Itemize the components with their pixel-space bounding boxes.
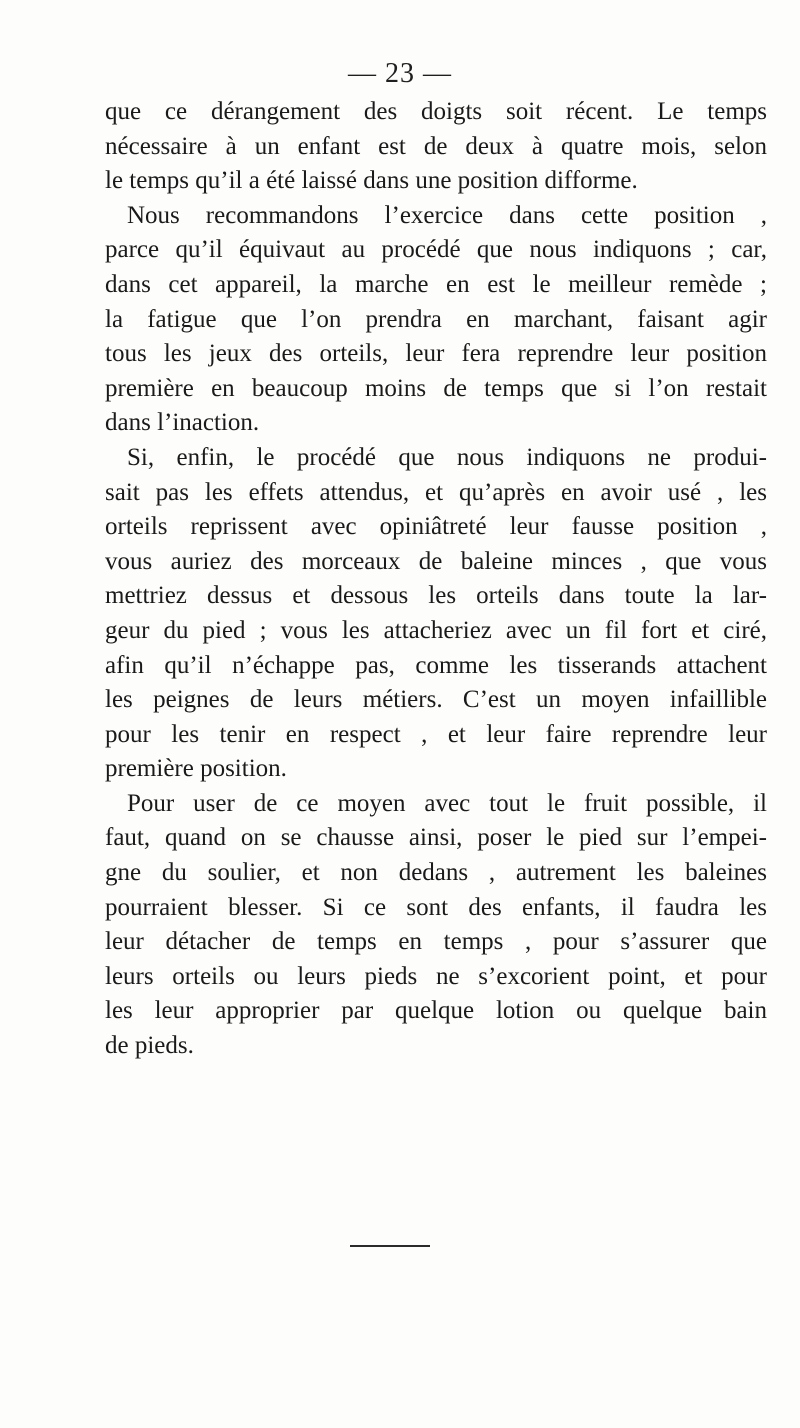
text-line: que ce dérangement des doigts soit récent. Le temps [105,98,767,125]
text-line: la fatigue que l’on prendra en marchant, faisant agir [105,305,767,333]
text-line: première en beaucoup moins de temps que si l’on restait [105,374,767,402]
text-line: nécessaire à un enfant est de deux à quatre mois, selon [105,132,767,160]
text-line: pour les tenir en respect , et leur faire reprendre leur [105,720,767,748]
text-line: dans cet appareil, la marche en est le meilleur remède ; [105,270,767,298]
text-line: Si, enfin, le procédé que nous indiquons ne produi- [127,443,767,471]
text-line: afin qu’il n’échappe pas, comme les tisserands attachent [105,651,767,679]
text-line: dans l’inaction. [105,409,260,437]
body-text [105,95,767,1064]
text-line: de pieds. [105,1032,194,1060]
text-line: vous auriez des morceaux de baleine minces , que vous [105,547,767,575]
text-line: parce qu’il équivaut au procédé que nous indiquons ; car, [105,236,767,264]
text-line: orteils reprissent avec opiniâtreté leur fausse position , [105,513,767,541]
text-line: leur détacher de temps en temps , pour s’assurer que [105,928,767,956]
text-line: sait pas les effets attendus, et qu’après en avoir usé , les [105,478,767,506]
page-number: — 23 — [348,58,452,89]
text-line: Pour user de ce moyen avec tout le fruit possible, il [127,789,767,817]
text-line: geur du pied ; vous les attacheriez avec un fil fort et ciré, [105,616,767,644]
text-line: Nous recommandons l’exercice dans cette position , [127,201,767,229]
text-line: mettriez dessus et dessous les orteils dans toute la lar- [105,582,767,610]
text-line: pourraient blesser. Si ce sont des enfants, il faudra les [105,893,767,921]
text-line: première position. [105,755,287,783]
text-line: les peignes de leurs métiers. C’est un moyen infaillible [105,686,767,714]
text-line: leurs orteils ou leurs pieds ne s’excorient point, et pour [105,962,767,990]
text-line: les leur approprier par quelque lotion ou quelque bain [105,997,767,1025]
text-line: faut, quand on se chausse ainsi, poser le pied sur l’empei- [105,824,767,852]
text-line: tous les jeux des orteils, leur fera reprendre leur position [105,340,767,368]
end-rule [350,1245,430,1247]
text-line: gne du soulier, et non dedans , autrement les baleines [105,859,767,887]
text-line: le temps qu’il a été laissé dans une position difforme. [105,167,638,195]
